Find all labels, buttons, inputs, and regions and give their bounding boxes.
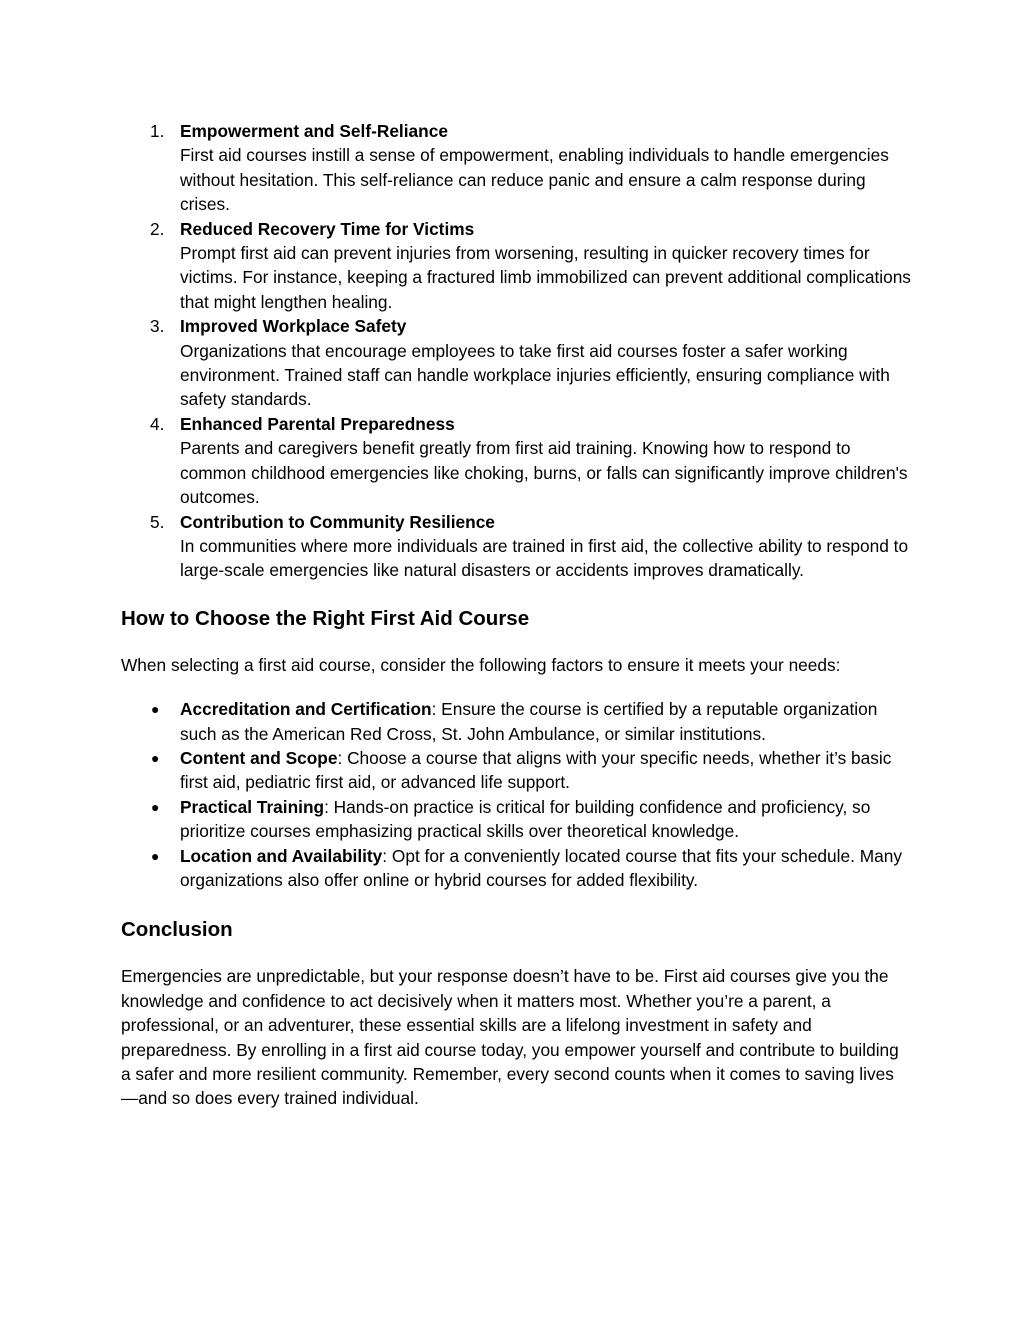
bullet-icon: ● [151, 749, 160, 766]
list-item [121, 697, 911, 746]
factor-text: : Choose a course that aligns with your specific needs, whether it’s basic first aid, pediatric first aid, or advanced life support. [180, 747, 892, 793]
factor-text: : Opt for a conveniently located course that fits your schedule. Many organizations also offer online or hybrid courses for added flexibility. [180, 845, 902, 890]
benefit-description: Prompt first aid can prevent injuries from worsening, resulting in quicker recovery times for victims. For instance, keeping a fractured limb immobilized can prevent additional complications that might lengthen healing. [180, 243, 911, 312]
list-item [121, 510, 911, 583]
section-heading-conclusion: Conclusion [121, 918, 233, 942]
list-item [121, 217, 911, 315]
benefit-description: First aid courses instill a sense of empowerment, enabling individuals to handle emergencies without hesitation. This self-reliance can reduce panic and ensure a calm response during crises. [180, 145, 889, 215]
list-number: 4. [150, 413, 165, 434]
benefit-title: Enhanced Parental Preparedness [180, 413, 455, 434]
choose-intro-paragraph: When selecting a first aid course, consider the following factors to ensure it meets your needs: [121, 654, 841, 675]
list-item [121, 412, 911, 510]
factor-title: Content and Scope [180, 747, 338, 768]
benefit-title: Reduced Recovery Time for Victims [180, 218, 475, 239]
bullet-icon: ● [151, 847, 160, 864]
list-number: 3. [150, 316, 165, 337]
list-item [121, 119, 911, 217]
list-number: 5. [150, 511, 165, 532]
list-number: 1. [150, 121, 165, 141]
benefit-title: Contribution to Community Resilience [180, 511, 495, 532]
factor-text: : Ensure the course is certified by a reputable organization such as the American Red Cross, St. John Ambulance, or similar institutions. [180, 699, 878, 744]
benefits-list [121, 119, 911, 583]
benefit-description: Organizations that encourage employees to take first aid courses foster a safer working environment. Trained staff can handle workplace injuries efficiently, ensuring compliance with safety standards. [180, 340, 890, 410]
list-item [121, 795, 911, 844]
factors-list [121, 697, 911, 892]
section-heading-choose: How to Choose the Right First Aid Course [121, 606, 530, 630]
list-number: 2. [150, 218, 165, 239]
benefit-title: Improved Workplace Safety [180, 316, 407, 337]
benefit-title: Empowerment and Self-Reliance [180, 121, 448, 141]
list-item [121, 746, 911, 795]
factor-title: Accreditation and Certification [180, 699, 432, 720]
factor-text: : Hands-on practice is critical for building confidence and proficiency, so prioritize courses emphasizing practical skills over theoretical knowledge. [180, 796, 871, 842]
bullet-icon: ● [151, 798, 160, 815]
benefit-description: Parents and caregivers benefit greatly from first aid training. Knowing how to respond to common childhood emergencies like choking, burns, or falls can significantly improve children's outcomes. [180, 438, 908, 508]
bullet-icon: ● [151, 701, 160, 718]
document-content [121, 119, 911, 1111]
benefit-description: In communities where more individuals are trained in first aid, the collective ability to respond to large-scale emergencies like natural disasters or accidents improves dramatically. [180, 535, 909, 581]
factor-title: Practical Training [180, 796, 325, 817]
factor-title: Location and Availability [180, 845, 383, 866]
conclusion-paragraph: Emergencies are unpredictable, but your response doesn’t have to be. First aid courses give you the knowledge and confidence to act decisively when it matters most. Whether you’re a parent, a professional, or an adventurer, these essential skills are a lifelong investment in safety and preparedness. By enrolling in a first aid course today, you empower yourself and contribute to building a safer and more resilient community. Remember, every second counts when it comes to saving lives—and so does every trained individual. [121, 966, 899, 1109]
list-item [121, 844, 911, 893]
list-item [121, 314, 911, 412]
